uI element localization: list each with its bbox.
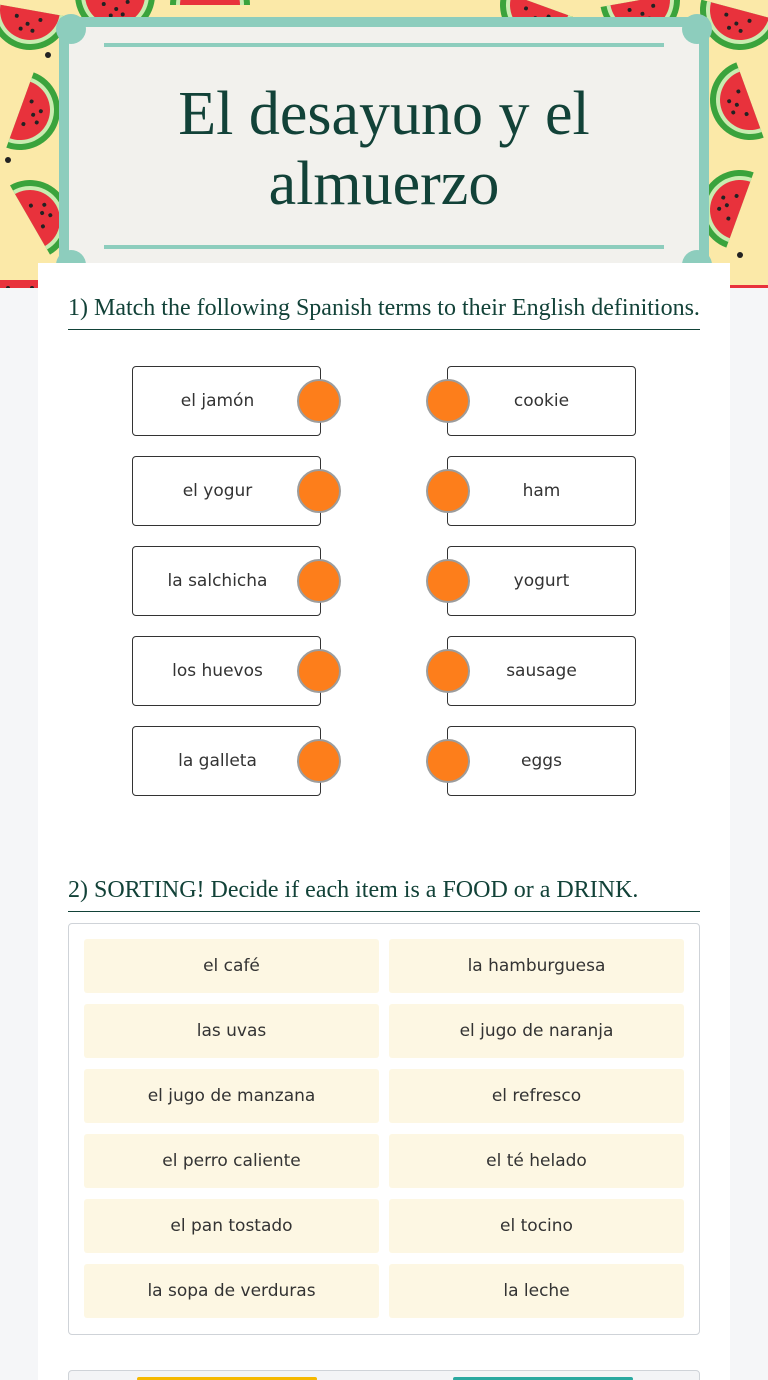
sort-item-chip[interactable] (389, 1264, 684, 1318)
term-label: la galleta (178, 751, 257, 771)
match-connector-dot[interactable] (426, 649, 470, 693)
sort-item-label: el jugo de naranja (459, 1021, 614, 1041)
sort-item-chip[interactable] (389, 1199, 684, 1253)
sort-item-label: el refresco (491, 1086, 582, 1106)
match-term-left[interactable] (132, 546, 321, 616)
question-1-prompt: 1) Match the following Spanish terms to their English definitions. (68, 295, 700, 330)
sort-item-label: la sopa de verduras (147, 1281, 316, 1301)
top-rule (104, 43, 664, 47)
sort-item-chip[interactable] (389, 1134, 684, 1188)
header-banner (0, 0, 768, 288)
sort-item-label: el pan tostado (170, 1216, 293, 1236)
title-line-2: almuerzo (268, 150, 500, 218)
match-term-left[interactable] (132, 726, 321, 796)
match-definition-right[interactable] (447, 726, 636, 796)
term-label: el yogur (182, 481, 253, 501)
sort-item-label: el jugo de manzana (147, 1086, 316, 1106)
term-label: la salchicha (167, 571, 268, 591)
match-connector-dot[interactable] (297, 469, 341, 513)
title-line-1: El desayuno y el (178, 80, 590, 148)
match-connector-dot[interactable] (426, 379, 470, 423)
match-definition-right[interactable] (447, 366, 636, 436)
sort-item-label: el café (203, 956, 260, 976)
sort-item-label: la hamburguesa (467, 956, 606, 976)
sorting-area (68, 923, 700, 1335)
sort-item-label: las uvas (196, 1021, 267, 1041)
match-connector-dot[interactable] (297, 739, 341, 783)
term-label: el jamón (180, 391, 255, 411)
definition-label: eggs (521, 751, 562, 771)
match-connector-dot[interactable] (426, 739, 470, 783)
sort-item-chip[interactable] (389, 1069, 684, 1123)
sort-item-chip[interactable] (84, 1069, 379, 1123)
term-label: los huevos (172, 661, 263, 681)
question-2-prompt: 2) SORTING! Decide if each item is a FOOD or a DRINK. (68, 877, 700, 912)
match-definition-right[interactable] (447, 456, 636, 526)
match-connector-dot[interactable] (297, 559, 341, 603)
match-definition-right[interactable] (447, 546, 636, 616)
bottom-rule (104, 245, 664, 249)
definition-label: cookie (513, 391, 570, 411)
match-connector-dot[interactable] (297, 649, 341, 693)
title-card (59, 17, 709, 267)
sort-item-chip[interactable] (389, 939, 684, 993)
sort-item-chip[interactable] (389, 1004, 684, 1058)
match-term-left[interactable] (132, 366, 321, 436)
answer-bins-strip (68, 1370, 700, 1380)
worksheet (38, 263, 730, 1380)
sort-item-label: el tocino (500, 1216, 573, 1236)
title-panel (69, 27, 699, 267)
sort-item-chip[interactable] (84, 1004, 379, 1058)
sort-item-chip[interactable] (84, 1264, 379, 1318)
sort-item-chip[interactable] (84, 1134, 379, 1188)
sort-item-chip[interactable] (84, 1199, 379, 1253)
page-title (69, 79, 699, 219)
match-connector-dot[interactable] (297, 379, 341, 423)
definition-label: ham (522, 481, 561, 501)
match-term-left[interactable] (132, 636, 321, 706)
match-term-left[interactable] (132, 456, 321, 526)
match-connector-dot[interactable] (426, 469, 470, 513)
definition-label: yogurt (513, 571, 570, 591)
match-connector-dot[interactable] (426, 559, 470, 603)
sort-item-label: el té helado (486, 1151, 587, 1171)
sort-item-label: la leche (503, 1281, 570, 1301)
corner-ornament (56, 14, 86, 44)
sort-item-label: el perro caliente (162, 1151, 301, 1171)
sort-item-chip[interactable] (84, 939, 379, 993)
match-definition-right[interactable] (447, 636, 636, 706)
corner-ornament (682, 14, 712, 44)
definition-label: sausage (506, 661, 577, 681)
